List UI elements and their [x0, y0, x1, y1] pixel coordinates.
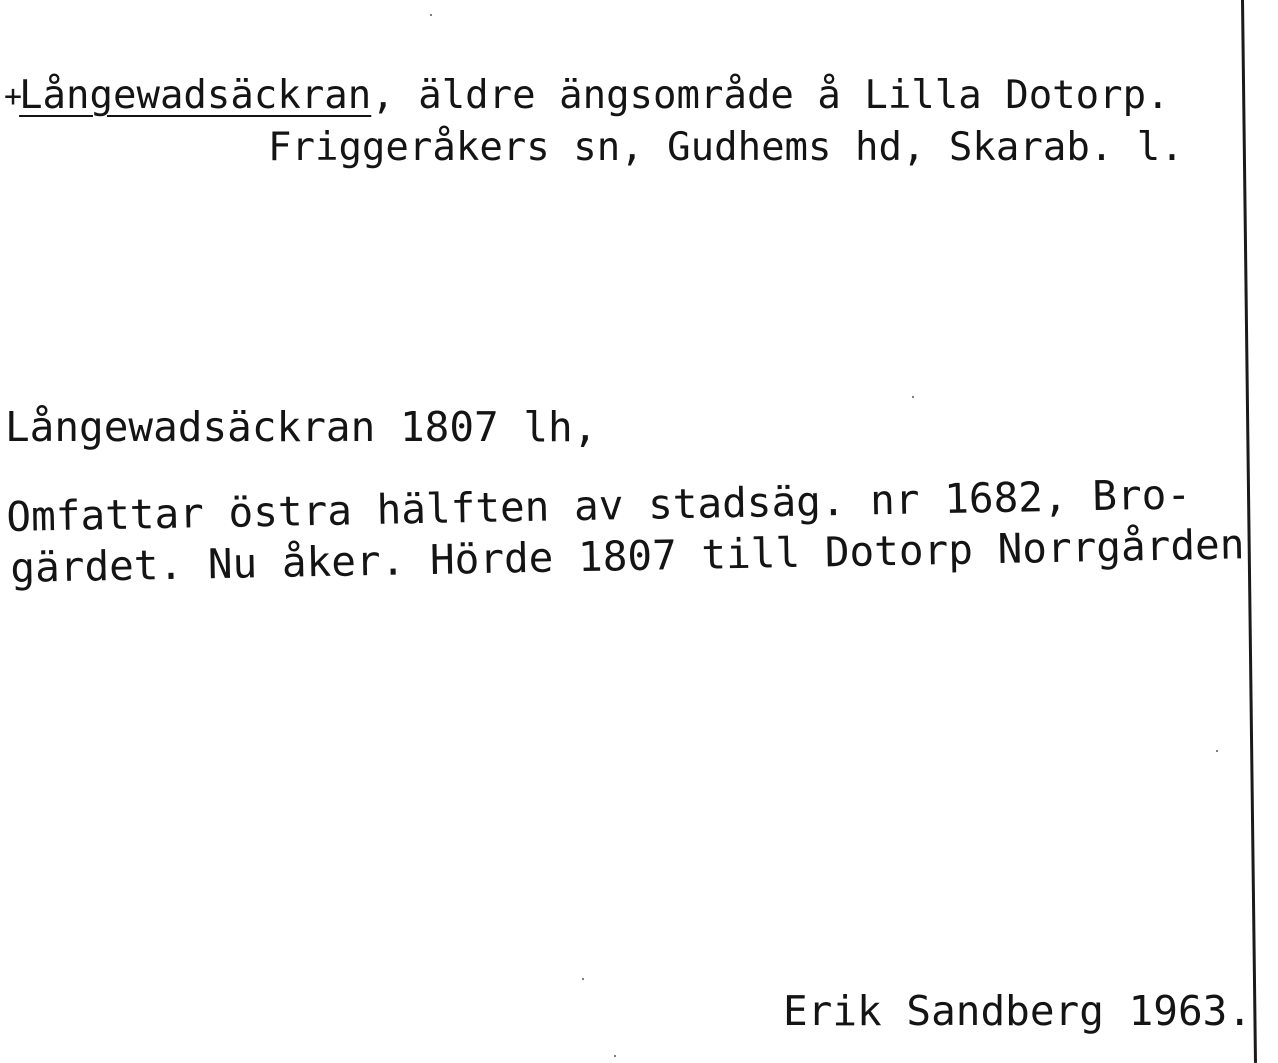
card-heading [4, 73, 1170, 118]
scan-speck [912, 396, 914, 398]
heading-definition: , äldre ängsområde å Lilla Dotorp. [371, 73, 1170, 118]
scan-speck [582, 978, 584, 980]
attestation-line: Långewadsäckran 1807 lh, [5, 403, 598, 451]
location-line: Friggeråkers sn, Gudhems hd, Skarab. l. [268, 125, 1184, 170]
signature: Erik Sandberg 1963. [783, 987, 1252, 1035]
scan-speck [614, 1055, 616, 1057]
scan-speck [1216, 750, 1218, 752]
description-line-1: Omfattar östra hälften av stadsäg. nr 1682, Bro- [5, 470, 1192, 541]
scan-speck [430, 14, 432, 16]
dagger-mark: + [4, 79, 23, 114]
description-line-2: gärdet. Nu åker. Hörde 1807 till Dotorp Norrgården [9, 520, 1245, 592]
headword: Långewadsäckran [19, 73, 372, 118]
